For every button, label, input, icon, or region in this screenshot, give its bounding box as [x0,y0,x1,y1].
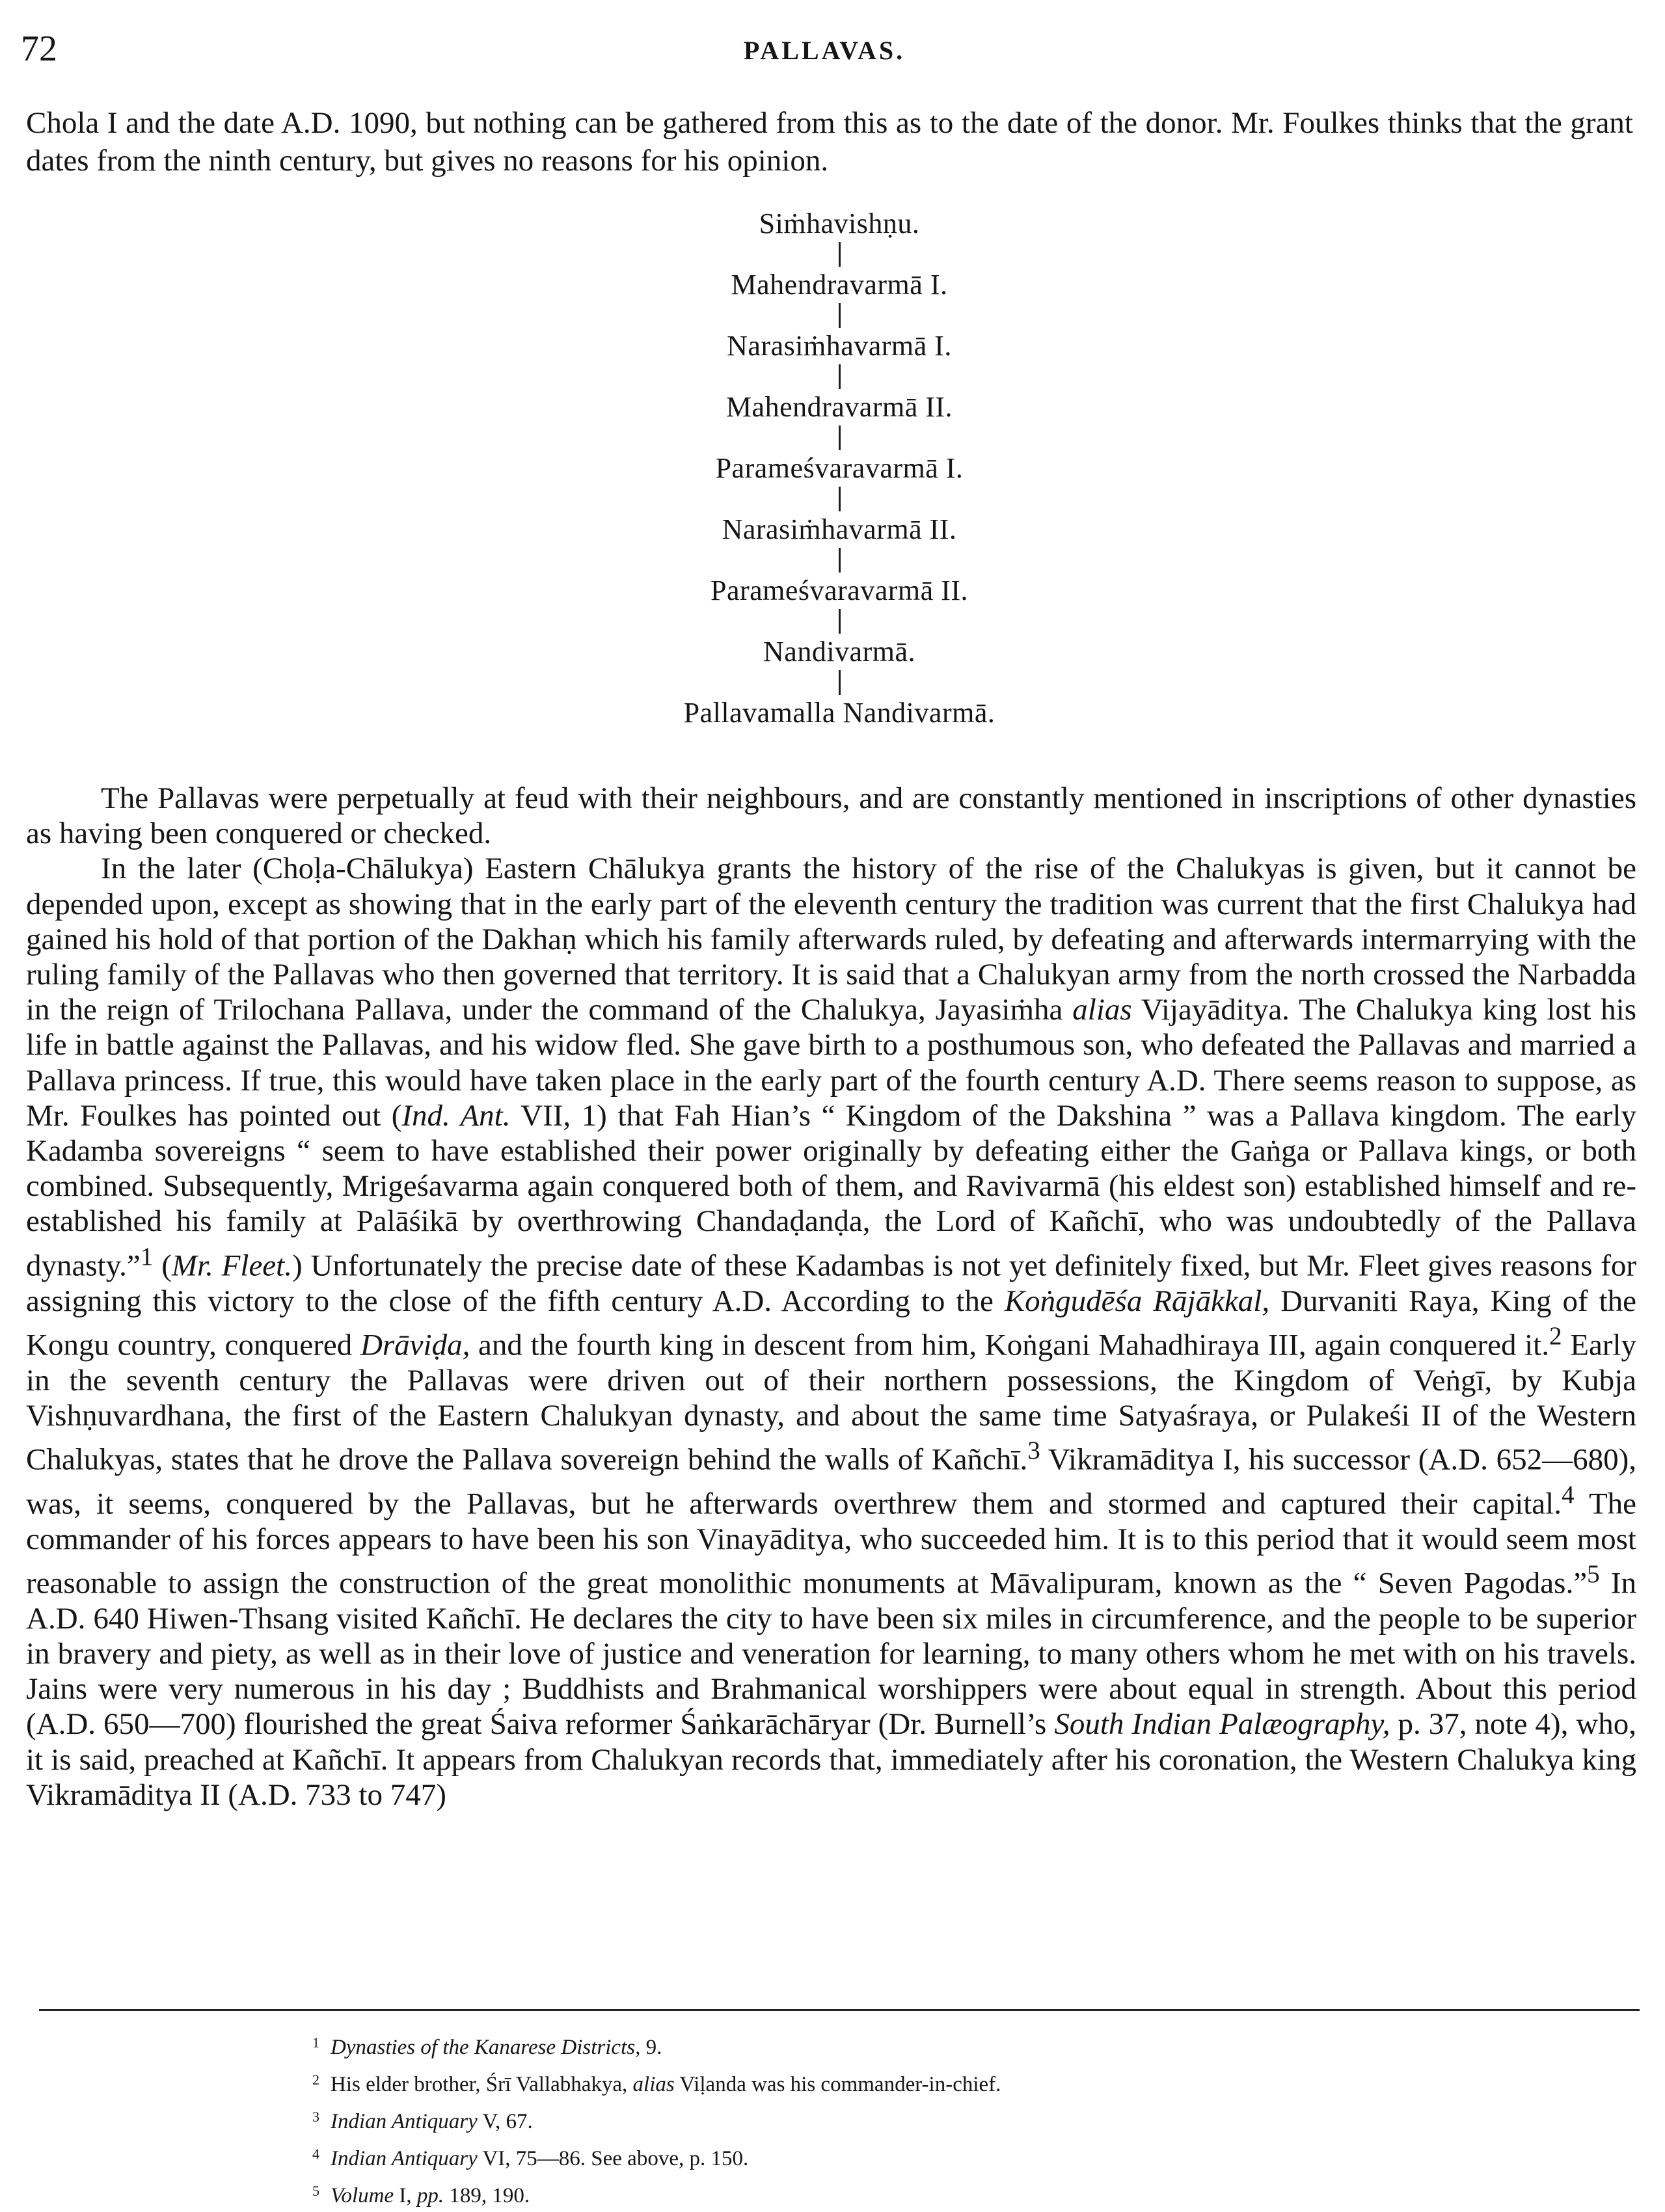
genealogy-name: Siṁhavishṇu. [759,208,920,239]
footnote-ref: 2 [1549,1321,1562,1350]
italic-title: Koṅgudēśa Rājākkal, [1004,1284,1270,1318]
footnote-divider [39,2009,1640,2011]
text-run: Durvaniti Raya, King of the Kongu country, conquered [26,1284,1637,1362]
footnote-ref: 3 [1027,1436,1040,1464]
genealogy-node [573,207,1106,267]
footnote [312,2101,1483,2138]
genealogy-connector-line [839,303,841,328]
page-number: 72 [21,29,57,69]
footnote-italic: pp. [416,2184,444,2207]
text-run: Vijayāditya. The Chalukya king lost his life in battle against the Pallavas, and his widow fled. She gave birth to a posthumous son, who defeated the Pallavas and married a Pallava princess. If true, this would have taken place in the early part of the fourth century A.D. There seems reason to suppose, as Mr. Foulkes has pointed out ( [26,993,1636,1133]
footnote-text: 9. [640,2036,662,2059]
footnote-mark: 1 [312,2034,319,2051]
text-run: Early in the seventh century the Pallavas were driven out of their northern possessions, the Kingdom of Veṅgī, by Kubja Vishṇuvardhana, the first of the Eastern Chalukyan dynasty, and about the same time Satyaśraya, or Pulakeśi II of the Western Chalukyas, states that he drove the Pallava sovereign behind the walls of Kañchī. [26,1328,1637,1477]
italic-title: South Indian Palæography, [1054,1707,1390,1742]
intro-paragraph [26,104,1633,180]
footnote-ref: 1 [140,1242,154,1271]
text-run: VII, 1) that Fah Hian’s “ Kingdom of the Dakshina ” was a Pallava kingdom. The early Kadamba sovereigns “ seem to have established their power originally by defeating either the Gaṅga or Pallava kings, or both combined. Subsequently, Mrigeśavarma again conquered both of them, and Ravivarmā (his eldest son) established himself and re-established his family at Palāśikā by overthrowing Chandaḍanḍa, the Lord of Kañchī, who was undoubtedly of the Pallava dynasty.” [26,1098,1636,1283]
footnotes [312,2027,1483,2212]
genealogy-name: Narasiṁhavarmā I. [727,330,952,362]
text-run: The commander of his forces appears to have been his son Vinayāditya, who succeeded him. It is to this period that it would seem most reasonable to assign the construction of the great monolithic monuments at Māvalipuram, known as the “ Seven Pagodas.” [26,1487,1637,1600]
footnote-mark: 5 [312,2183,319,2199]
footnote-italic: Indian Antiquary [331,2110,478,2133]
footnote-text: Viḷanda was his commander-in-chief. [674,2073,1001,2096]
intro-text: Chola I and the date A.D. 1090, but nothing can be gathered from this as to the date of the donor. Mr. Foulkes thinks that the grant dates from the ninth century, but gives no reasons for his opinion. [26,106,1633,178]
footnote-text: His elder brother, Śrī Vallabhakya, [331,2073,633,2096]
italic-place: Drāviḍa, [360,1328,470,1362]
genealogy-connector-line [839,548,841,573]
italic-citation: Mr. Fleet. [171,1248,292,1283]
genealogy-node [573,635,1106,695]
text-run: Vikramāditya I, his successor (A.D. 652—680), was, it seems, conquered by the Pallavas, but he afterwards overthrew them and stormed and captured their capital. [26,1442,1636,1521]
genealogy-node [573,268,1106,328]
footnote-italic: Volume [331,2184,394,2207]
footnote [312,2064,1483,2101]
text-run: and the fourth king in descent from him, Koṅgani Mahadhiraya III, again conquered it. [478,1328,1549,1362]
genealogy-node [573,329,1106,389]
genealogy-connector-line [839,242,841,267]
genealogy-tree [573,207,1106,760]
genealogy-connector-line [839,364,841,389]
genealogy-name: Narasiṁhavarmā II. [722,513,957,545]
genealogy-name: Parameśvaravarmā I. [715,452,964,484]
genealogy-connector-line [839,670,841,695]
running-head: PALLAVAS. [743,36,906,65]
genealogy-name: Pallavamalla Nandivarmā. [683,697,995,729]
genealogy-name: Mahendravarmā I. [731,269,948,301]
footnote-mark: 3 [312,2109,319,2125]
genealogy-connector-line [839,487,841,511]
text-run: ) Unfortunately the precise date of these Kadambas is not yet definitely fixed, but Mr. Fleet gives reasons for assigning this victory to the close of the fifth century A.D. According to the [26,1248,1637,1318]
genealogy-name: Nandivarmā. [763,636,915,668]
footnote-text: I, [394,2184,417,2207]
footnote-text: VI, 75—86. See above, p. 150. [477,2147,749,2170]
genealogy-connector-line [839,609,841,634]
genealogy-node [573,513,1106,573]
italic-alias: alias [1072,993,1132,1027]
genealogy-name: Mahendravarmā II. [725,391,953,423]
body-text [26,781,1636,1813]
genealogy-node [573,390,1106,450]
footnote-italic: Dynasties of the Kanarese Districts, [331,2036,641,2059]
footnote-mark: 2 [312,2071,319,2088]
footnote-italic: alias [632,2073,675,2096]
footnote-ref: 5 [1587,1559,1600,1588]
footnote [312,2175,1483,2212]
paragraph-chalukya-history [26,851,1636,1813]
text-run: ( [161,1248,172,1283]
genealogy-node [573,696,1106,730]
footnote-ref: 4 [1561,1480,1575,1509]
text-run: In the later (Choḷa-Chālukya) Eastern Chālukya grants the history of the rise of the Chalukyas is given, but it cannot be depended upon, except as showing that in the early part of the eleventh century the tradition was current that the first Chalukya had gained his hold of that portion of the Dakhaṇ which his family afterwards ruled, by defeating and afterwards intermarrying with the ruling family of the Pallavas who then governed that territory. It is said that a Chalukyan army from the north crossed the Narbadda in the reign of Trilochana Pallava, under the command of the Chalukya, Jayasiṁha [26,852,1636,1027]
paragraph-feuds: The Pallavas were perpetually at feud with their neighbours, and are constantly mentioned in inscriptions of other dynasties as having been conquered or checked. [26,781,1636,851]
footnote-italic: Indian Antiquary [331,2147,478,2170]
footnote [312,2138,1483,2175]
genealogy-connector-line [839,425,841,450]
page-header [21,26,1628,72]
genealogy-node [573,452,1106,511]
genealogy-name: Parameśvaravarmā II. [710,574,968,606]
footnote [312,2027,1483,2064]
genealogy-node [573,574,1106,634]
italic-citation: Ind. Ant. [401,1098,511,1133]
footnote-text: 189, 190. [444,2184,530,2207]
footnote-text: V, 67. [477,2110,533,2133]
footnote-mark: 4 [312,2146,319,2162]
text-run: In A.D. 640 Hiwen-Thsang visited Kañchī. He declares the city to have been six miles in circumference, and the people to be superior in bravery and piety, as well as in their love of justice and veneration for learning, to many others whom he met with on his travels. Jains were very numerous in his day ; Buddhists and Brahmanical worshippers were about equal in strength. About this period (A.D. 650—700) flourished the great Śaiva reformer Śaṅkarāchāryar (Dr. Burnell’s [26,1566,1636,1742]
text-run: p. 37, note 4), who, it is said, preached at Kañchī. It appears from Chalukyan records that, immediately after his coronation, the Western Chalukya king Vikramāditya II (A.D. 733 to 747) [26,1707,1637,1812]
